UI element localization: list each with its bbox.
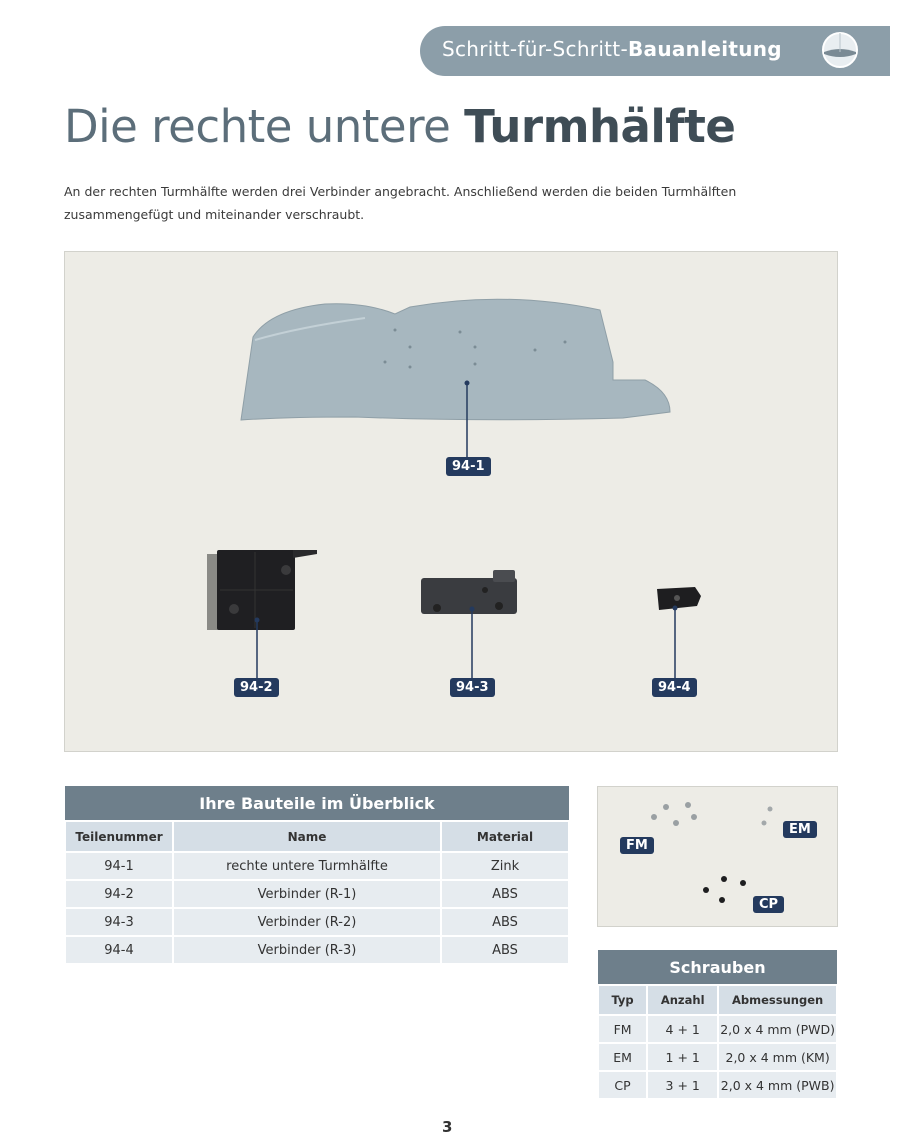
screw-count: 1 + 1 (647, 1043, 718, 1071)
page-title-regular: Die rechte untere (64, 100, 465, 153)
parts-photo (64, 251, 838, 752)
screw-count: 3 + 1 (647, 1071, 718, 1099)
globe-logo-icon (820, 30, 860, 70)
screw-type: EM (598, 1043, 647, 1071)
parts-table-caption: Ihre Bauteile im Überblick (65, 786, 569, 821)
part-material: ABS (441, 936, 569, 964)
screws-table (597, 950, 838, 1100)
parts-header-name: Name (173, 821, 441, 852)
page-title-bold: Turmhälfte (464, 100, 736, 153)
part-name: Verbinder (R-2) (173, 908, 441, 936)
intro-paragraph: An der rechten Turmhälfte werden drei Verbinder angebracht. Anschließend werden die beiden Turmhälften zusammengefügt und miteinander verschraubt. (64, 184, 737, 222)
parts-header-material: Material (441, 821, 569, 852)
screws-header-type: Typ (598, 985, 647, 1015)
screws-table-caption: Schrauben (598, 950, 837, 985)
section-title-bold: Bauanleitung (627, 37, 782, 61)
connector-r2-part (421, 570, 517, 614)
part-name: Verbinder (R-1) (173, 880, 441, 908)
table-row (65, 936, 569, 964)
page-number: 3 (442, 1118, 453, 1136)
label-94-3: 94-3 (450, 678, 495, 697)
parts-header-number: Teilenummer (65, 821, 173, 852)
connector-r1-part (207, 550, 317, 630)
table-row (598, 1015, 837, 1043)
screws-header-dimensions: Abmessungen (718, 985, 837, 1015)
section-title (442, 37, 782, 61)
label-cp: CP (753, 896, 784, 913)
table-row (65, 880, 569, 908)
screws-header-count: Anzahl (647, 985, 718, 1015)
cp-screws (703, 876, 746, 903)
parts-illustration (65, 252, 837, 751)
label-94-4: 94-4 (652, 678, 697, 697)
part-name: rechte untere Turmhälfte (173, 852, 441, 880)
label-fm: FM (620, 837, 654, 854)
screw-dimensions: 2,0 x 4 mm (PWD) (718, 1015, 837, 1043)
part-name: Verbinder (R-3) (173, 936, 441, 964)
part-number: 94-2 (65, 880, 173, 908)
connector-r3-part (657, 587, 701, 610)
fm-screws (651, 802, 697, 826)
parts-table (64, 786, 570, 965)
section-title-prefix: Schritt-für-Schritt- (442, 37, 628, 61)
part-material: ABS (441, 908, 569, 936)
table-row (65, 852, 569, 880)
label-em: EM (783, 821, 817, 838)
part-number: 94-1 (65, 852, 173, 880)
part-number: 94-3 (65, 908, 173, 936)
table-row (598, 1043, 837, 1071)
label-94-1: 94-1 (446, 457, 491, 476)
page-title (64, 100, 735, 153)
screw-type: CP (598, 1071, 647, 1099)
part-number: 94-4 (65, 936, 173, 964)
turret-half-part (241, 299, 670, 420)
screw-dimensions: 2,0 x 4 mm (PWB) (718, 1071, 837, 1099)
part-material: ABS (441, 880, 569, 908)
part-material: Zink (441, 852, 569, 880)
label-94-2: 94-2 (234, 678, 279, 697)
table-row (65, 908, 569, 936)
table-row (598, 1071, 837, 1099)
screw-type: FM (598, 1015, 647, 1043)
screw-count: 4 + 1 (647, 1015, 718, 1043)
em-screws (762, 807, 773, 826)
screws-photo (597, 786, 838, 927)
screw-dimensions: 2,0 x 4 mm (KM) (718, 1043, 837, 1071)
screws-illustration (598, 787, 837, 926)
